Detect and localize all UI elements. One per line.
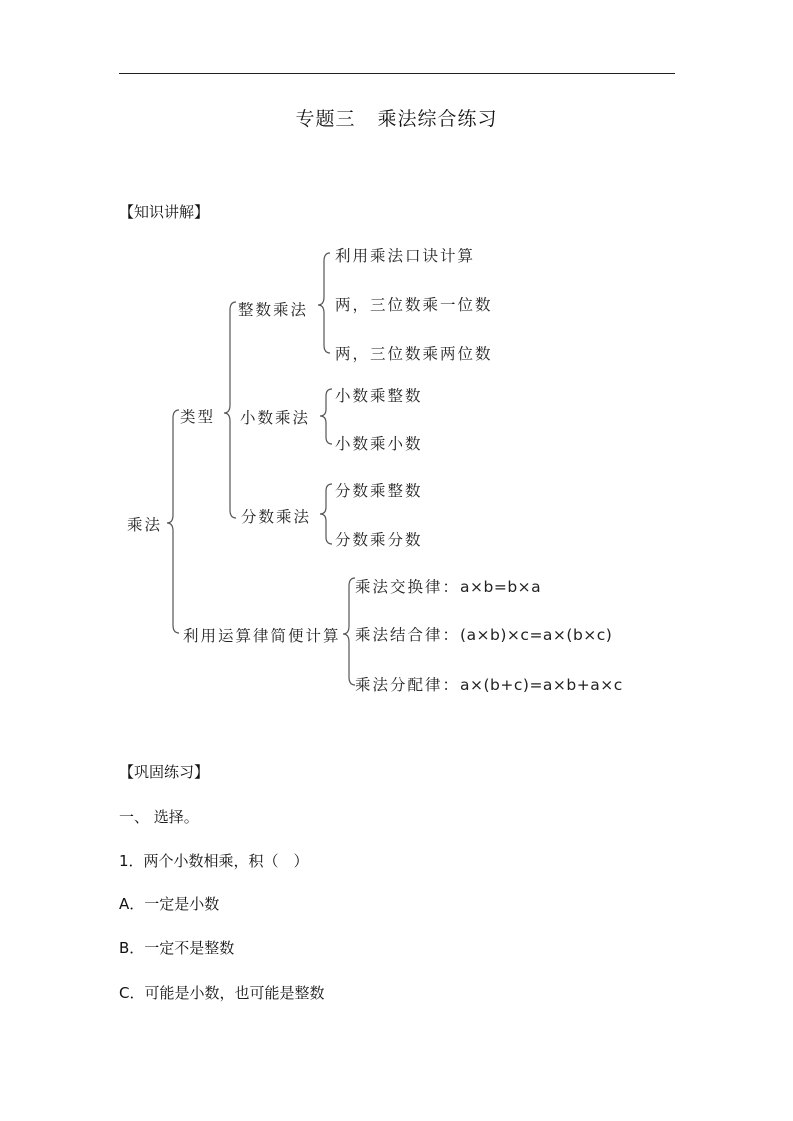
law-distributive: 乘法分配律：a×(b+c)=a×b+a×c [355, 676, 623, 694]
fraction-item: 分数乘整数 [335, 482, 423, 500]
fraction-brace [320, 484, 332, 544]
section-practice: 【巩固练习】 [119, 763, 210, 781]
option-a: A．一定是小数 [119, 895, 220, 913]
part-title: 一、 选择。 [119, 808, 199, 826]
title-part1: 专题三 [295, 108, 356, 130]
types-brace [224, 302, 236, 518]
law-associative: 乘法结合律：(a×b)×c=a×(b×c) [355, 626, 613, 644]
decimal-item: 小数乘小数 [335, 435, 423, 453]
decimal-item: 小数乘整数 [335, 387, 423, 405]
law-commutative: 乘法交换律：a×b=b×a [355, 578, 542, 596]
integer-item: 两，三位数乘一位数 [335, 296, 493, 314]
section-knowledge: 【知识讲解】 [119, 203, 210, 221]
fraction-item: 分数乘分数 [335, 531, 423, 549]
title-part2: 乘法综合练习 [377, 108, 498, 130]
integer-item: 利用乘法口诀计算 [335, 247, 476, 265]
laws-brace [343, 578, 355, 685]
option-c: C．可能是小数，也可能是整数 [119, 984, 325, 1002]
tree-fraction: 分数乘法 [241, 508, 312, 526]
option-b: B．一定不是整数 [119, 939, 235, 957]
formula: a×(b+c)=a×b+a×c [460, 676, 623, 694]
tree-laws: 利用运算律简便计算 [183, 627, 341, 645]
tree-integer: 整数乘法 [238, 301, 309, 319]
decimal-brace [320, 389, 332, 444]
root-brace [167, 410, 179, 633]
tree-types: 类型 [180, 408, 216, 426]
formula: a×b=b×a [460, 578, 542, 596]
question-stem: 1．两个小数相乘，积（ ） [119, 852, 309, 870]
tree-decimal: 小数乘法 [240, 409, 311, 427]
integer-item: 两，三位数乘两位数 [335, 345, 493, 363]
integer-brace [318, 253, 330, 353]
tree-root: 乘法 [127, 516, 163, 534]
formula: (a×b)×c=a×(b×c) [460, 626, 613, 644]
